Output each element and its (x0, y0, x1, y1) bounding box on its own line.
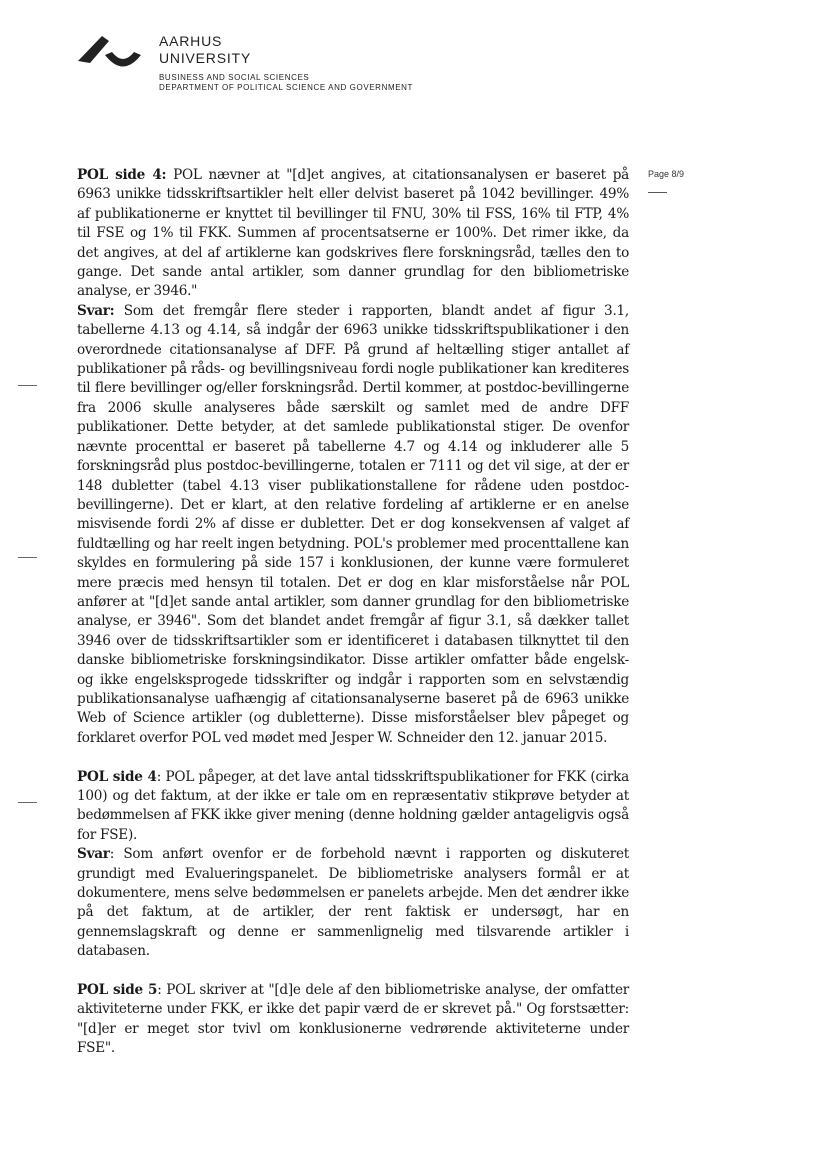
svar-label: Svar: (77, 302, 115, 319)
svar-paragraph-1 (77, 302, 629, 748)
pol-label: POL side 4: (77, 167, 167, 183)
pol-paragraph-3 (77, 981, 629, 1059)
pol-text: : POL påpeger, at det lave antal tidsskriftspublikationer for FKK (cirka 100) og det faktum, at der ikke er tale om en repræsentativ stikprøve betyder at bedømmelsen af FKK ikke giver mening (denne holdning gælder antageligvis også for FSE). (77, 768, 629, 843)
page-number-rule (648, 192, 667, 193)
svar-label: Svar (77, 846, 110, 863)
margin-mark (18, 802, 37, 803)
margin-mark (18, 557, 37, 558)
faculty-name: BUSINESS AND SOCIAL SCIENCES (159, 73, 310, 82)
pol-paragraph-2 (77, 768, 629, 846)
department-name: DEPARTMENT OF POLITICAL SCIENCE AND GOVERNMENT (159, 83, 414, 92)
pol-paragraph-1 (77, 166, 629, 302)
document-body (77, 166, 629, 1059)
svar-text: Som det fremgår flere steder i rapporten, blandt andet af figur 3.1, tabellerne 4.13 og 4.14, så indgår der 6963 unikke tidsskriftspublikationer i den overordnede citationsanalyse af DFF. På grund af heltælling stiger antallet af publikationer på råds- og bevillingsniveau fordi nogle publikationer kan krediteres til flere bevillinger og/eller forskningsråd. Dertil kommer, at postdoc-bevillingerne fra 2006 skulle analyseres både særskilt og samlet med de andre DFF publikationer. Dette betyder, at det samlede publikationstal stiger. De ovenfor nævnte procenttal er baseret på tabellerne 4.7 og 4.14 og inkluderer alle 5 forskningsråd plus postdoc-bevillingerne, totalen er 7111 og det vil sige, at der er 148 dubletter (tabel 4.13 viser publikationstallene for rådene uden postdoc-bevillingerne). Det er klart, at den relative fordeling af artiklerne er en anelse misvisende fordi 2% af disse er dubletter. Det er dog konsekvensen af valget af fuldtælling og har reelt ingen betydning. POL's problemer med procenttallene kan skyldes en formulering på side 157 i konklusionen, der kunne være formuleret mere præcis med hensyn til totalen. Det er dog en klar misforståelse når POL anfører at "[d]et sande antal artikler, som danner grundlag for den bibliometriske analyse, er 3946". Som det blandet andet fremgår af figur 3.1, så dækker tallet 3946 over de tidsskriftsartikler som er identificeret i databasen tilknyttet til den danske bibliometriske forskningsindikator. Disse artikler omfatter både engelsk- og ikke engelsksprogede tidsskrifter og indgår i rapporten som en selvstændig publikationsanalyse uafhængig af citationsanalyserne baseret på de 6963 unikke Web of Science artikler (og dubletterne). Disse misforståelser blev påpeget og forklaret overfor POL ved mødet med Jesper W. Schneider den 12. januar 2015. (77, 302, 629, 746)
pol-label: POL side 4 (77, 768, 157, 785)
university-line-2: UNIVERSITY (159, 50, 252, 66)
pol-text: POL nævner at "[d]et angives, at citationsanalysen er baseret på 6963 unikke tidsskriftsartikler helt eller delvist baseret på 1042 bevillinger. 49% af publikationerne er knyttet til bevillinger til FNU, 30% til FSS, 16% til FTP, 4% til FSE og 1% til FKK. Summen af procentsatserne er 100%. Det rimer ikke, da det angives, at del af artiklerne kan godskrives flere forskningsråd, tælles den to gange. Det sande antal artikler, som danner grundlag for den bibliometriske analyse, er 3946." (77, 167, 630, 300)
svar-paragraph-2 (77, 845, 629, 961)
university-name (159, 33, 413, 93)
university-line-1: AARHUS (159, 33, 223, 49)
page-number: Page 8/9 (648, 169, 685, 179)
svar-text: : Som anført ovenfor er de forbehold nævnt i rapporten og diskuteret grundigt med Evalueringspanelet. De bibliometriske analysers formål er at dokumentere, mens selve bedømmelsen er panelets arbejde. Men det ændrer ikke på det faktum, at de artikler, der rent faktisk er undersøgt, har en gennemslagskraft og denne er sammenlignelig med tilsvarende artikler i databasen. (77, 846, 629, 960)
aarhus-university-logo (78, 32, 150, 72)
pol-label: POL side 5 (77, 982, 158, 999)
margin-mark (18, 385, 37, 386)
pol-text: : POL skriver at "[d]e dele af den bibliometriske analyse, der omfatter aktiviteterne under FKK, er ikke det papir værd de er skrevet på." Og forstsætter: "[d]er er meget stor tvivl om konklusionerne vedrørende aktiviteterne under FSE". (77, 982, 629, 1057)
